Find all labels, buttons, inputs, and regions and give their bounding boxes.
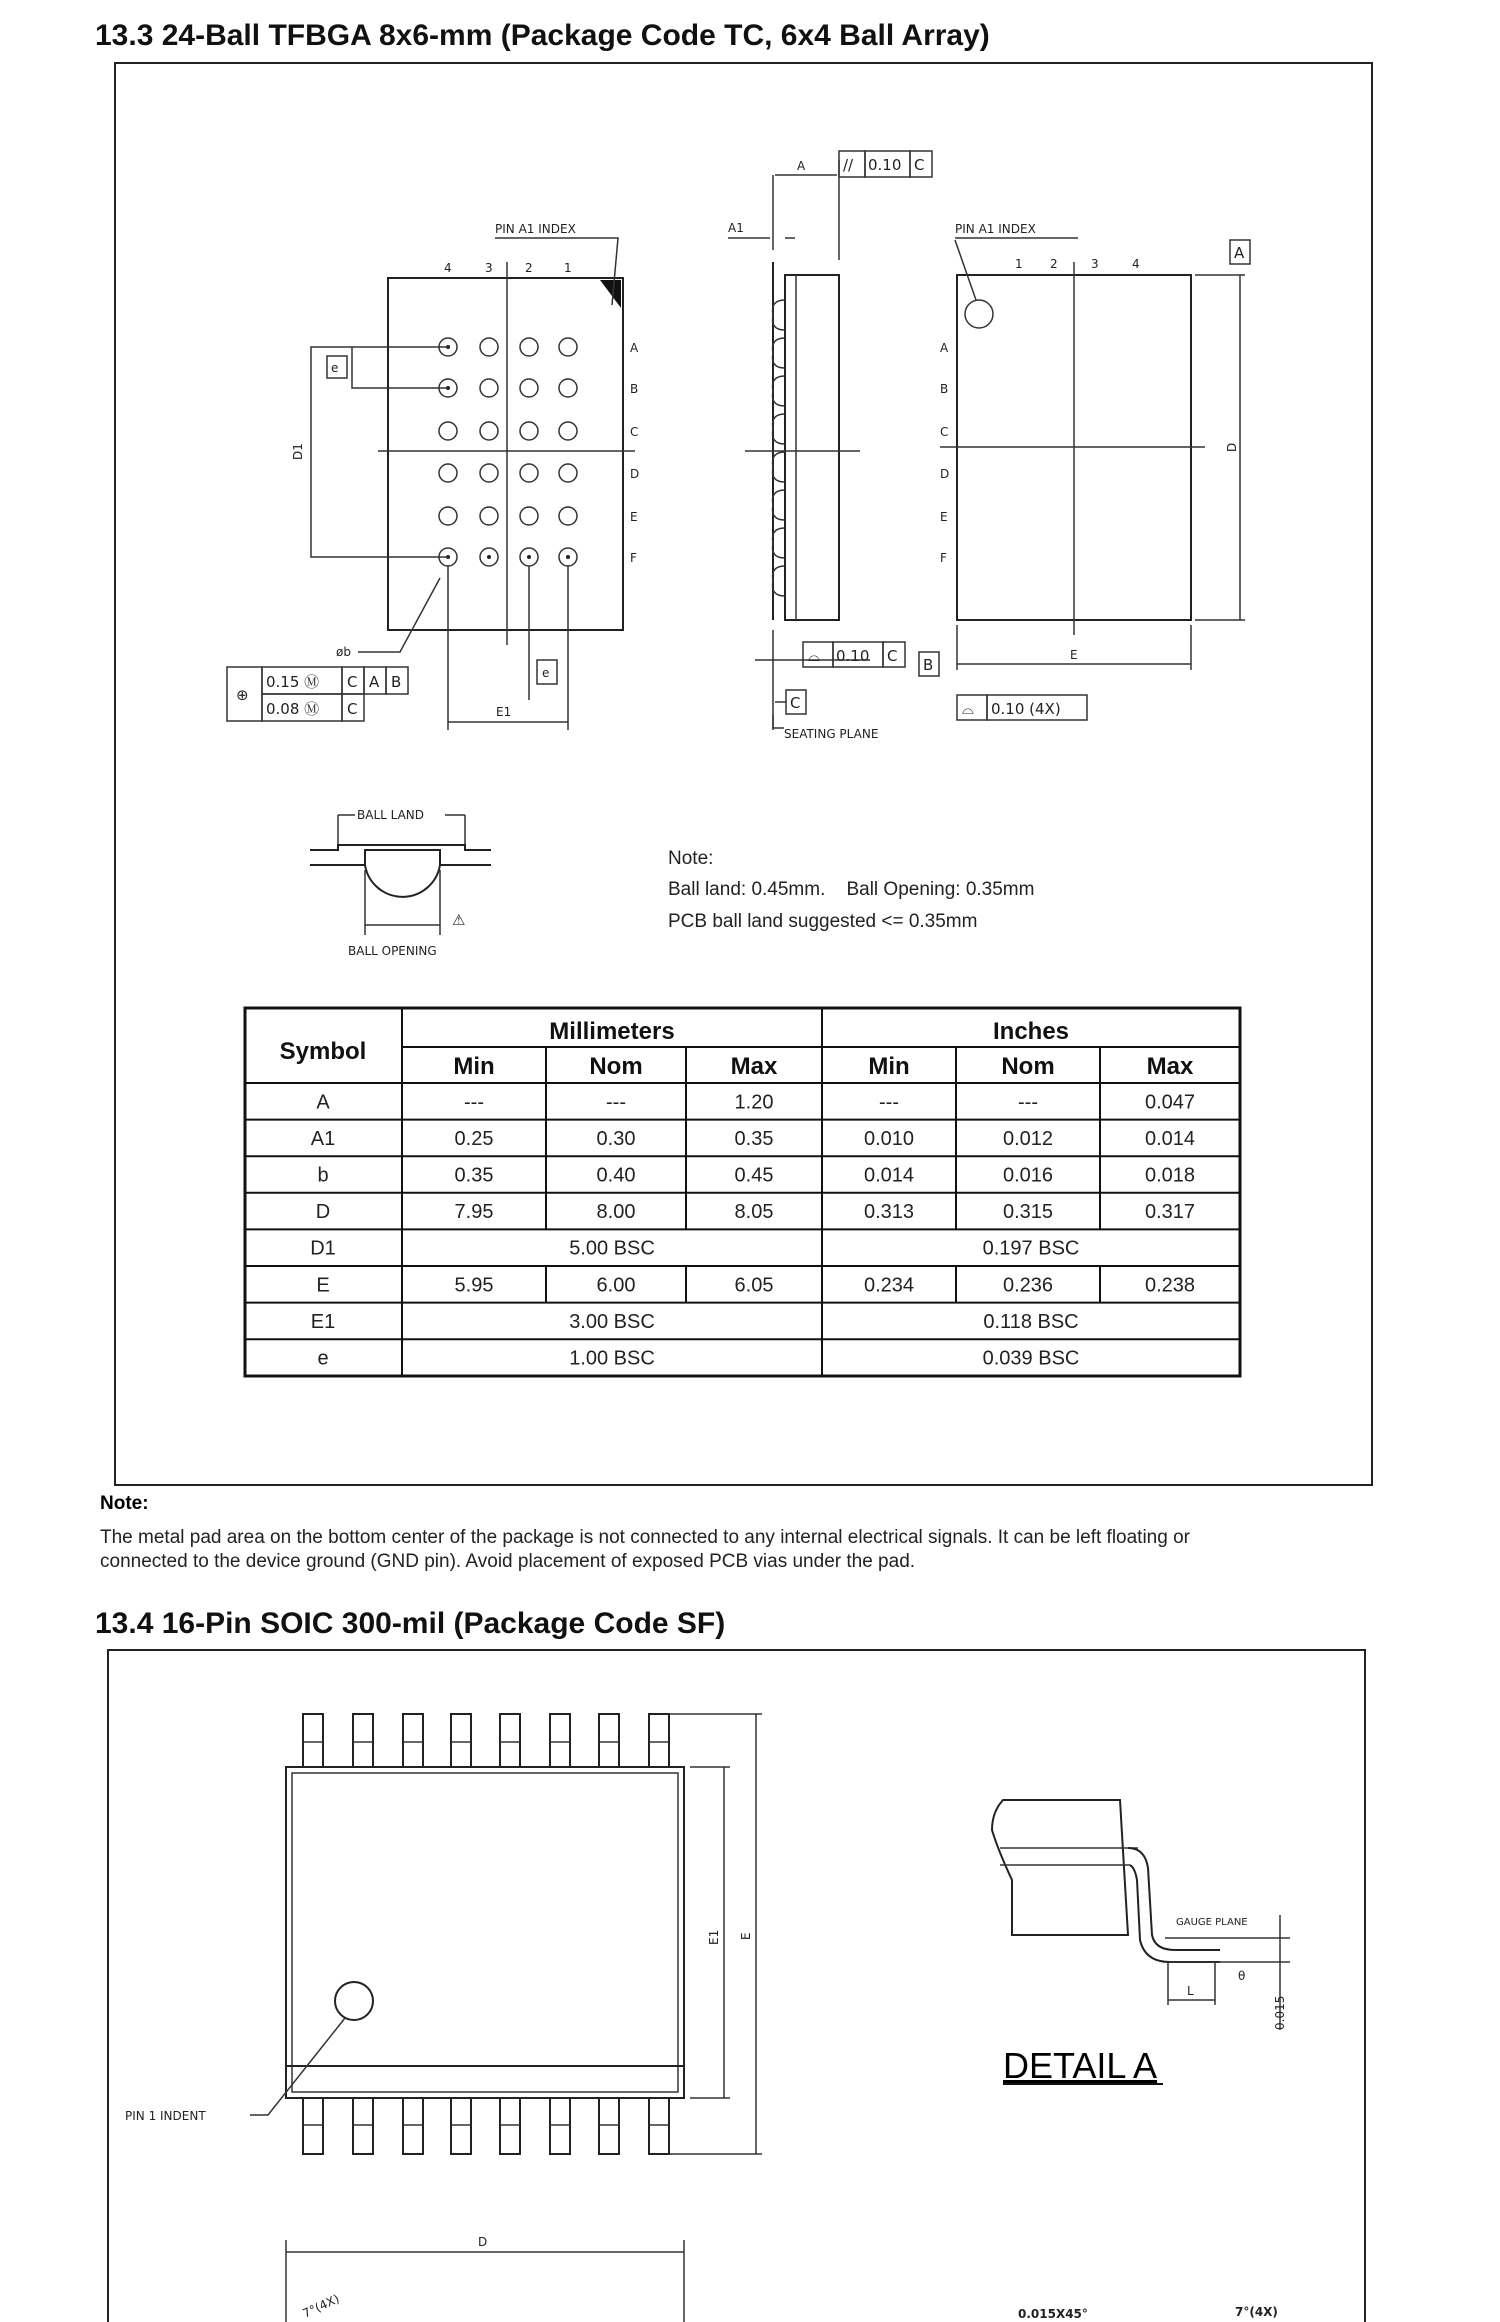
ball-icon bbox=[480, 379, 498, 397]
ball-note-heading: Note: bbox=[668, 848, 714, 869]
table-row bbox=[316, 1091, 1195, 1113]
svg-text:C: C bbox=[347, 673, 358, 691]
gauge-plane-label: GAUGE PLANE bbox=[1176, 1917, 1248, 1928]
ball-icon bbox=[559, 507, 577, 525]
soic-detail-a bbox=[992, 1800, 1290, 2086]
symbol-cell: A1 bbox=[310, 1127, 336, 1150]
svg-text:⌓: ⌓ bbox=[808, 647, 820, 665]
pin-a1-circle-icon bbox=[965, 300, 993, 328]
svg-text:A: A bbox=[369, 673, 380, 691]
value-cell: --- bbox=[464, 1091, 484, 1114]
ball-icon bbox=[520, 464, 538, 482]
ball-icon bbox=[520, 507, 538, 525]
symbol-cell: D1 bbox=[310, 1237, 336, 1260]
value-cell: 0.238 bbox=[1144, 1274, 1196, 1297]
ball-diameter-label: øb bbox=[336, 645, 351, 659]
value-cell: 0.234 bbox=[863, 1274, 915, 1297]
column-label: 1 bbox=[1015, 257, 1023, 271]
value-cell: 1.20 bbox=[734, 1091, 774, 1114]
flatness-value: 0.10 bbox=[836, 647, 870, 665]
ball-icon bbox=[480, 464, 498, 482]
soic-pin-icon bbox=[550, 2098, 570, 2154]
symbol-cell: A bbox=[316, 1091, 330, 1114]
mm-bsc-cell: 3.00 BSC bbox=[569, 1310, 655, 1333]
soic-pin-icon bbox=[451, 2098, 471, 2154]
svg-text:C: C bbox=[347, 700, 358, 718]
side-ball-icon bbox=[773, 452, 786, 482]
svg-text:⌓: ⌓ bbox=[962, 700, 974, 718]
pin1-indent-circle-icon bbox=[335, 1982, 373, 2020]
column-label: 4 bbox=[444, 261, 452, 275]
detail-a-label: DETAIL A bbox=[1003, 2045, 1158, 2086]
column-label: 2 bbox=[525, 261, 533, 275]
section-title-soic: 13.4 16-Pin SOIC 300-mil (Package Code SF) bbox=[95, 1607, 726, 1640]
row-label: C bbox=[630, 425, 639, 439]
side-ball-icon bbox=[773, 490, 786, 520]
ball-icon bbox=[559, 464, 577, 482]
value-cell: 0.012 bbox=[1002, 1127, 1054, 1150]
ball-icon bbox=[439, 507, 457, 525]
soic-pin-icon bbox=[303, 1714, 323, 1767]
section-title-tfbga: 13.3 24-Ball TFBGA 8x6-mm (Package Code TC, 6x4 Ball Array) bbox=[95, 19, 990, 52]
dim-d-label: D bbox=[1225, 442, 1239, 452]
datum-c-box: C bbox=[790, 694, 801, 712]
l-label: L bbox=[1187, 1984, 1194, 1998]
soic-pin-icon bbox=[451, 1714, 471, 1767]
svg-text:0.08 Ⓜ: 0.08 Ⓜ bbox=[266, 700, 320, 718]
column-label: 2 bbox=[1050, 257, 1058, 271]
value-cell: 0.35 bbox=[454, 1164, 494, 1187]
ball-icon bbox=[480, 422, 498, 440]
value-cell: --- bbox=[606, 1091, 626, 1114]
value-cell: 8.00 bbox=[596, 1201, 636, 1224]
row-label: E bbox=[940, 510, 948, 524]
value-cell: 0.25 bbox=[454, 1127, 494, 1150]
value-cell: 0.315 bbox=[1002, 1201, 1054, 1224]
table-row bbox=[310, 1238, 1079, 1260]
side-ball-icon bbox=[773, 528, 786, 558]
soic-pin-icon bbox=[353, 2098, 373, 2154]
soic-pin-icon bbox=[550, 1714, 570, 1767]
position-tolerance-frame bbox=[227, 667, 408, 721]
soic-side-view bbox=[286, 2235, 1278, 2322]
value-cell: 0.014 bbox=[1144, 1127, 1196, 1150]
soic-pin-icon bbox=[500, 1714, 520, 1767]
svg-text:⊕: ⊕ bbox=[236, 686, 249, 704]
tfbga-drawing-frame bbox=[115, 63, 1372, 1485]
table-row bbox=[317, 1165, 1195, 1187]
soic-top-view bbox=[125, 1714, 762, 2154]
table-row bbox=[311, 1128, 1195, 1150]
ball-icon bbox=[520, 379, 538, 397]
tfbga-top-view bbox=[227, 222, 639, 730]
ball-opening-label: BALL OPENING bbox=[348, 944, 437, 958]
value-cell: 8.05 bbox=[734, 1201, 774, 1224]
ball-icon bbox=[480, 507, 498, 525]
value-cell: 0.047 bbox=[1144, 1091, 1196, 1114]
row-label: D bbox=[630, 467, 640, 481]
ball-center-icon bbox=[566, 555, 570, 559]
e1-label: E1 bbox=[496, 705, 512, 719]
ball-icon bbox=[480, 338, 498, 356]
symbol-cell: e bbox=[317, 1347, 329, 1370]
side-ball-icon bbox=[773, 566, 786, 596]
d-label-soic: D bbox=[478, 2235, 488, 2249]
ball-icon bbox=[439, 422, 457, 440]
gauge-dim-label: 0.015 bbox=[1273, 1995, 1287, 2030]
symbol-cell: D bbox=[315, 1201, 331, 1224]
ball-land-detail bbox=[310, 808, 491, 958]
ball-center-icon bbox=[527, 555, 531, 559]
value-cell: --- bbox=[1018, 1091, 1038, 1114]
ball-icon bbox=[559, 379, 577, 397]
column-label: 1 bbox=[564, 261, 572, 275]
sub-header: Max bbox=[730, 1053, 778, 1080]
dim-a1-label: A1 bbox=[728, 221, 744, 235]
side-ball-icon bbox=[773, 300, 786, 330]
e-pitch-box-2: e bbox=[542, 666, 550, 680]
parallelism-datum: C bbox=[914, 156, 925, 174]
row-label: B bbox=[940, 382, 949, 396]
table-row bbox=[316, 1274, 1195, 1296]
table-row bbox=[311, 1311, 1079, 1333]
angle-4x-left-label: 7°(4X) bbox=[300, 2291, 342, 2321]
soic-pin-icon bbox=[353, 1714, 373, 1767]
ball-icon bbox=[520, 338, 538, 356]
pin1-indent-label: PIN 1 INDENT bbox=[125, 2109, 206, 2123]
pin-a1-marker-icon bbox=[600, 280, 621, 308]
theta-label: θ bbox=[1238, 1969, 1246, 1983]
soic-drawing-frame bbox=[108, 1650, 1365, 2322]
datum-a-box: A bbox=[1234, 244, 1245, 262]
chamfer-label: 0.015X45° bbox=[1018, 2307, 1088, 2321]
warning-triangle-icon: ⚠ bbox=[452, 911, 466, 929]
value-cell: 0.010 bbox=[863, 1127, 915, 1150]
soic-pin-icon bbox=[403, 1714, 423, 1767]
ball-note-line2: PCB ball land suggested <= 0.35mm bbox=[668, 911, 978, 932]
e1-label-soic: E1 bbox=[707, 1929, 721, 1945]
soic-pin-icon bbox=[599, 2098, 619, 2154]
value-cell: 0.45 bbox=[734, 1164, 774, 1187]
flatness-4x-value: 0.10 (4X) bbox=[991, 700, 1061, 718]
seating-plane-label: SEATING PLANE bbox=[784, 727, 879, 741]
ball-icon bbox=[559, 338, 577, 356]
svg-text://: // bbox=[843, 156, 854, 174]
in-bsc-cell: 0.197 BSC bbox=[982, 1237, 1080, 1260]
package-note-line1: The metal pad area on the bottom center of the package is not connected to any internal electrical signals. It can be left floating or bbox=[100, 1527, 1190, 1548]
row-label: A bbox=[630, 341, 639, 355]
datum-b-box: B bbox=[923, 656, 934, 674]
tfbga-side-view bbox=[728, 151, 932, 741]
millimeters-header: Millimeters bbox=[549, 1018, 675, 1045]
value-cell: 0.016 bbox=[1002, 1164, 1054, 1187]
table-row bbox=[317, 1348, 1079, 1370]
row-label: F bbox=[630, 551, 637, 565]
value-cell: 0.014 bbox=[863, 1164, 915, 1187]
value-cell: 7.95 bbox=[454, 1201, 494, 1224]
sub-header: Min bbox=[868, 1053, 910, 1080]
mm-bsc-cell: 5.00 BSC bbox=[569, 1237, 655, 1260]
pin-a1-index-label-2: PIN A1 INDEX bbox=[955, 222, 1036, 236]
d1-label: D1 bbox=[291, 443, 305, 460]
ball-center-icon bbox=[487, 555, 491, 559]
soic-pin-icon bbox=[403, 2098, 423, 2154]
inches-header: Inches bbox=[992, 1018, 1070, 1045]
ball-icon bbox=[439, 464, 457, 482]
row-label: D bbox=[940, 467, 950, 481]
symbol-header: Symbol bbox=[279, 1038, 367, 1065]
value-cell: 0.30 bbox=[596, 1127, 636, 1150]
ball-icon bbox=[559, 422, 577, 440]
row-label: C bbox=[940, 425, 949, 439]
svg-text:0.15 Ⓜ: 0.15 Ⓜ bbox=[266, 673, 320, 691]
soic-pin-icon bbox=[649, 2098, 669, 2154]
soic-pin-icon bbox=[599, 1714, 619, 1767]
value-cell: 0.236 bbox=[1002, 1274, 1054, 1297]
column-label: 4 bbox=[1132, 257, 1140, 271]
value-cell: 5.95 bbox=[454, 1274, 494, 1297]
mm-bsc-cell: 1.00 BSC bbox=[569, 1347, 655, 1370]
package-note-heading: Note: bbox=[100, 1493, 149, 1514]
parallelism-value: 0.10 bbox=[868, 156, 902, 174]
row-label: A bbox=[940, 341, 949, 355]
soic-pin-icon bbox=[303, 2098, 323, 2154]
soic-pin-icon bbox=[649, 1714, 669, 1767]
symbol-cell: E1 bbox=[310, 1310, 336, 1333]
side-ball-icon bbox=[773, 376, 786, 406]
dim-e-label: E bbox=[1070, 648, 1078, 662]
pin-a1-index-label: PIN A1 INDEX bbox=[495, 222, 576, 236]
value-cell: 0.40 bbox=[596, 1164, 636, 1187]
e-label-soic: E bbox=[739, 1932, 753, 1940]
row-label: F bbox=[940, 551, 947, 565]
ball-land-label: BALL LAND bbox=[357, 808, 425, 822]
soic-pin-icon bbox=[500, 2098, 520, 2154]
sub-header: Min bbox=[453, 1053, 495, 1080]
svg-text:B: B bbox=[391, 673, 402, 691]
dimensions-table bbox=[245, 1008, 1240, 1376]
value-cell: 0.35 bbox=[734, 1127, 774, 1150]
ball-note-line1: Ball land: 0.45mm. Ball Opening: 0.35mm bbox=[668, 879, 1035, 900]
column-label: 3 bbox=[1091, 257, 1099, 271]
value-cell: 0.317 bbox=[1144, 1201, 1196, 1224]
symbol-cell: E bbox=[316, 1274, 330, 1297]
row-label: B bbox=[630, 382, 639, 396]
dim-a-label: A bbox=[797, 159, 806, 173]
value-cell: 0.313 bbox=[863, 1201, 915, 1224]
side-ball-icon bbox=[773, 414, 786, 444]
value-cell: 6.00 bbox=[596, 1274, 636, 1297]
symbol-cell: b bbox=[317, 1164, 329, 1187]
sub-header: Max bbox=[1146, 1053, 1194, 1080]
in-bsc-cell: 0.039 BSC bbox=[982, 1347, 1080, 1370]
e-pitch-box: e bbox=[331, 361, 339, 375]
flatness-datum: C bbox=[887, 647, 898, 665]
package-note-line2: connected to the device ground (GND pin). Avoid placement of exposed PCB vias under the pad. bbox=[100, 1551, 916, 1572]
side-ball-icon bbox=[773, 338, 786, 368]
angle-4x-right-label: 7°(4X) bbox=[1235, 2305, 1278, 2319]
column-label: 3 bbox=[485, 261, 493, 275]
in-bsc-cell: 0.118 BSC bbox=[983, 1310, 1079, 1333]
table-row bbox=[316, 1201, 1195, 1223]
value-cell: --- bbox=[879, 1091, 899, 1114]
ball-icon bbox=[520, 422, 538, 440]
value-cell: 6.05 bbox=[734, 1274, 774, 1297]
sub-header: Nom bbox=[1001, 1053, 1055, 1080]
row-label: E bbox=[630, 510, 638, 524]
value-cell: 0.018 bbox=[1144, 1164, 1196, 1187]
tfbga-bottom-view bbox=[919, 222, 1250, 720]
sub-header: Nom bbox=[589, 1053, 643, 1080]
